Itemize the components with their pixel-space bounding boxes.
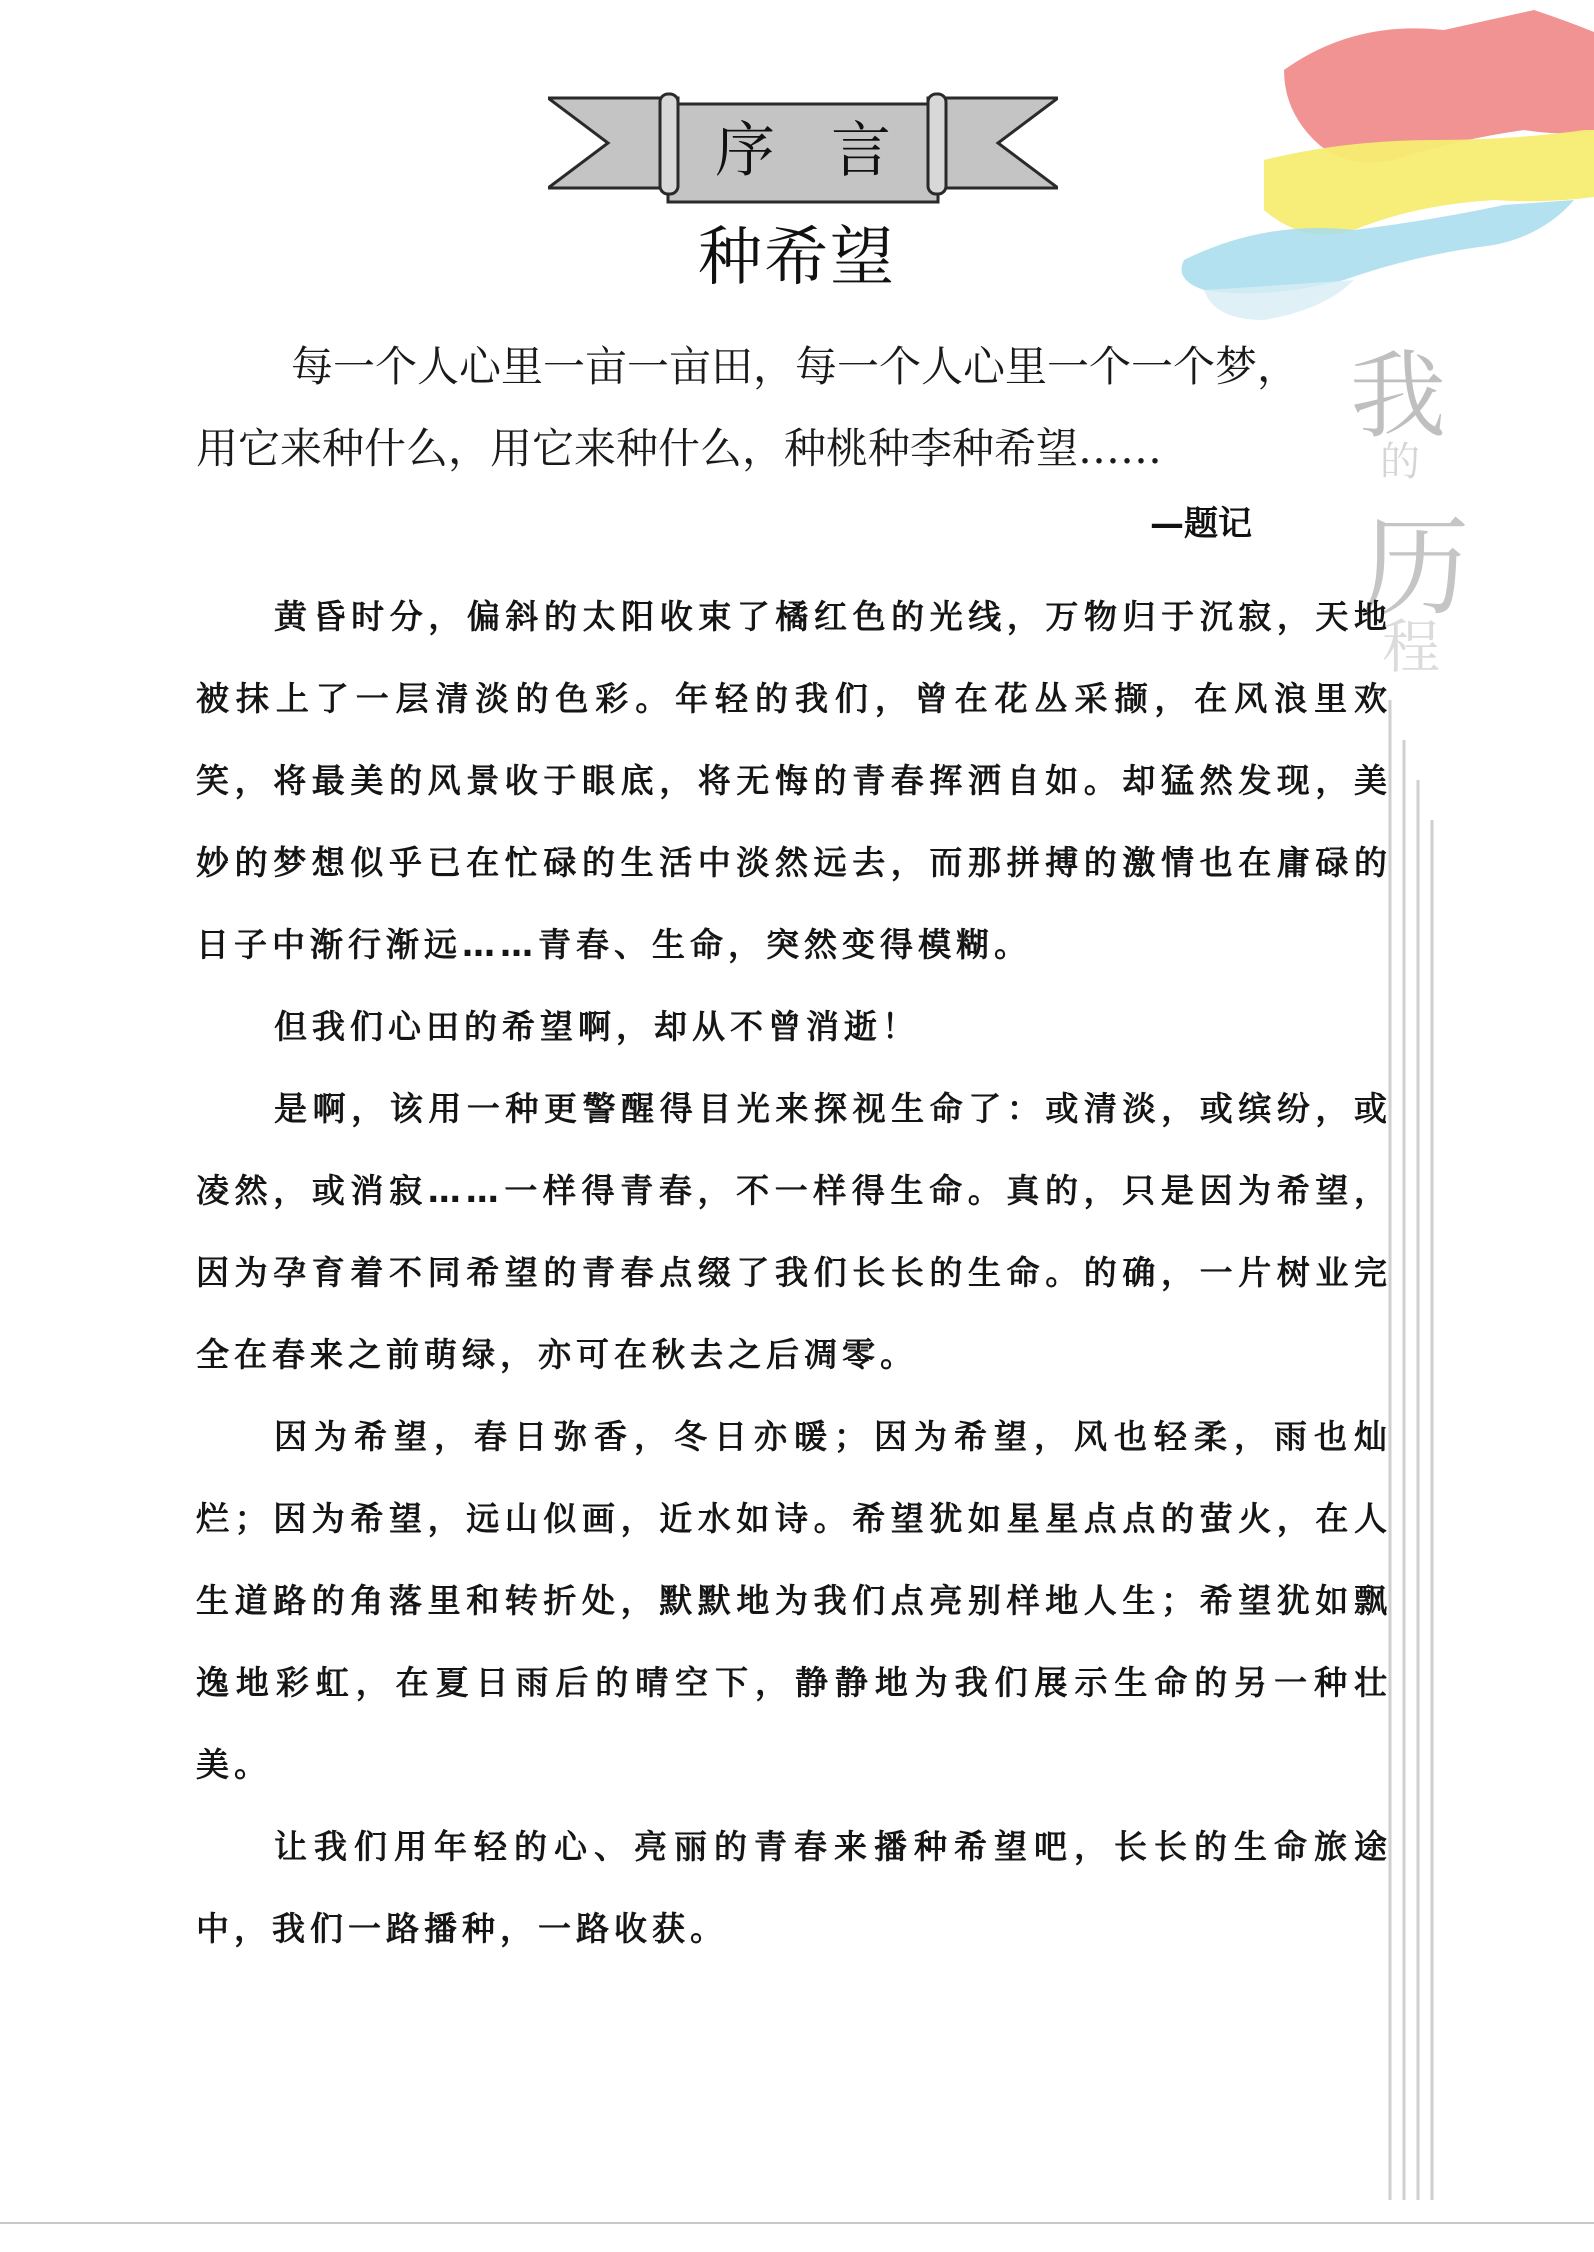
epigraph (196, 326, 1396, 490)
side-char: 的 (1380, 439, 1420, 485)
side-char: 程 (1382, 613, 1441, 681)
side-char: 我 (1350, 340, 1446, 452)
body-paragraph: 黄昏时分，偏斜的太阳收束了橘红色的光线，万物归于沉寂，天地被抹上了一层清淡的色彩。年轻的我们，曾在花丛采撷，在风浪里欢笑，将最美的风景收于眼底，将无悔的青春挥洒自如。却猛然发现，美妙的梦想似乎已在忙碌的生活中淡然远去，而那拼搏的激情也在庸碌的日子中渐行渐远……青春、生命，突然变得模糊。 (196, 597, 1392, 964)
epigraph-line: 用它来种什么，用它来种什么，种桃种李种希望…… (196, 424, 1163, 473)
body-paragraph: 是啊，该用一种更警醒得目光来探视生命了：或清淡，或缤纷，或凌然，或消寂……一样得青春，不一样得生命。真的，只是因为希望，因为孕育着不同希望的青春点缀了我们长长的生命。的确，一片树业完全在春来之前萌绿，亦可在秋去之后凋零。 (196, 1089, 1392, 1374)
body-paragraph: 因为希望，春日弥香，冬日亦暖；因为希望，风也轻柔，雨也灿烂；因为希望，远山似画，近水如诗。希望犹如星星点点的萤火，在人生道路的角落里和转折处，默默地为我们点亮别样地人生；希望犹如飘逸地彩虹，在夏日雨后的晴空下，静静地为我们展示生命的另一种壮美。 (196, 1417, 1392, 1784)
side-char: 历 (1360, 504, 1470, 632)
footer-rule (0, 2222, 1594, 2224)
body-text (196, 576, 1392, 1970)
epigraph-line: 每一个人心里一亩一亩田，每一个人心里一个一个梦， (291, 342, 1300, 391)
epigraph-attribution: —题记 (1150, 504, 1252, 544)
page-title: 种希望 (698, 221, 896, 295)
section-banner (548, 90, 1058, 208)
side-lines-decoration (1380, 700, 1460, 2200)
banner-label: 序言 (715, 116, 947, 186)
body-paragraph: 但我们心田的希望啊，却从不曾消逝！ (274, 1007, 920, 1046)
body-paragraph: 让我们用年轻的心、亮丽的青春来播种希望吧，长长的生命旅途中，我们一路播种，一路收获。 (196, 1827, 1392, 1948)
